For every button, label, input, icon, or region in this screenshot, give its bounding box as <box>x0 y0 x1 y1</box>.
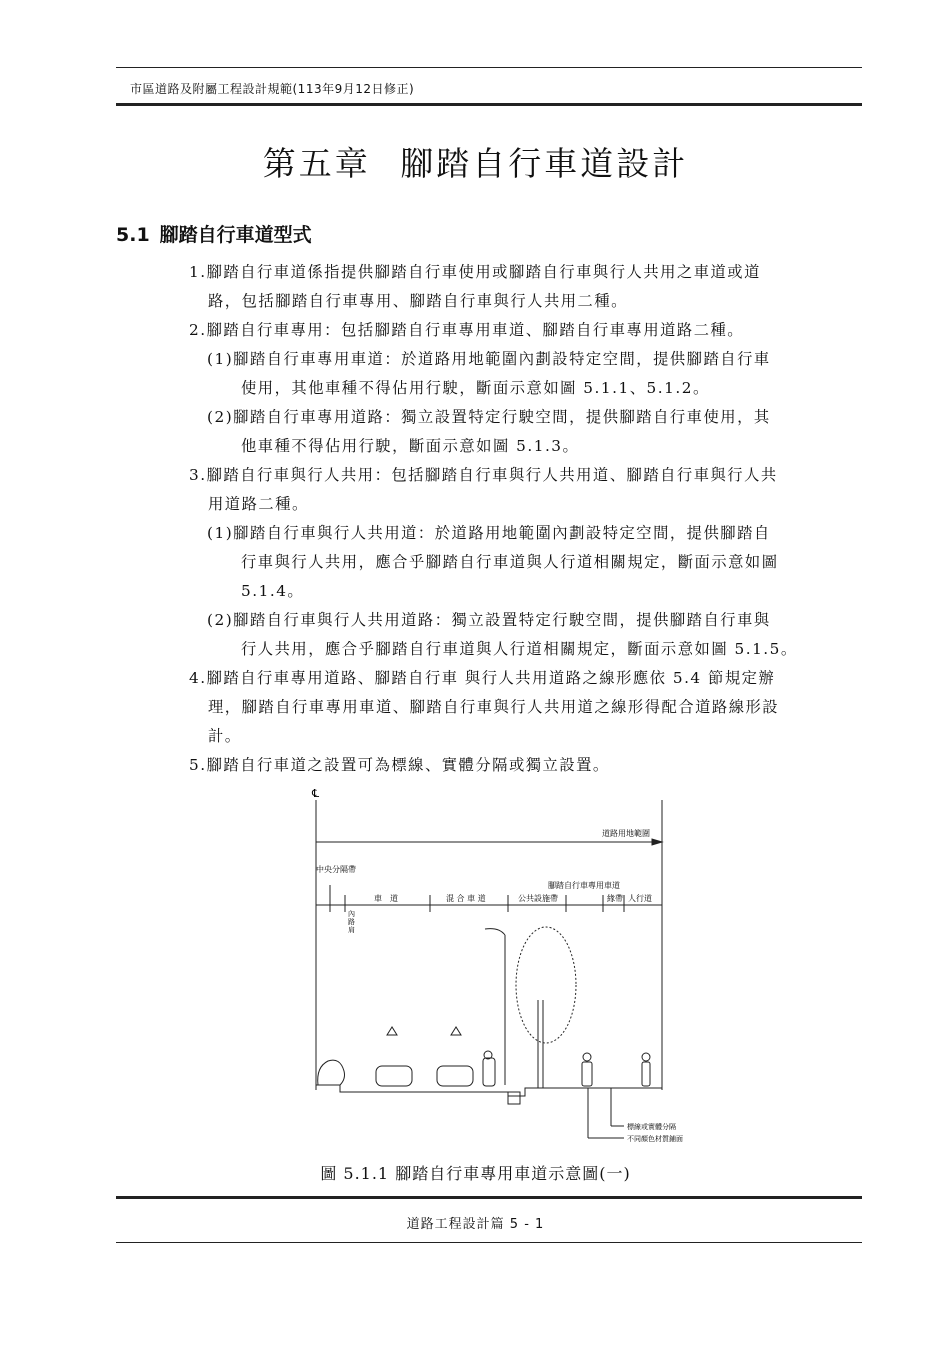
chapter-number: 第五章 <box>262 144 371 183</box>
label-marking: 標線或實體分隔 <box>627 1123 676 1131</box>
item-line: 理，腳踏自行車專用車道、腳踏自行車與行人共用道之線形得配合道路線形設 <box>208 698 780 716</box>
section-number: 5.1 <box>116 224 150 246</box>
label-sidewalk: 人行道 <box>628 894 652 903</box>
page-footer: 道路工程設計篇 5 - 1 <box>406 1217 545 1232</box>
label-shoulder: 內路肩 <box>348 910 355 934</box>
section-title: 腳踏自行車道型式 <box>159 224 312 246</box>
label-material: 不同顏色材質鋪面 <box>627 1135 683 1143</box>
label-row: 道路用地範圍 <box>602 829 650 838</box>
item-line: 他車種不得佔用行駛，斷面示意如圖 5.1.3。 <box>241 437 580 455</box>
item-line: 用道路二種。 <box>208 495 309 513</box>
item-line: 3.腳踏自行車與行人共用：包括腳踏自行車與行人共用道、腳踏自行車與行人共 <box>189 466 778 484</box>
item-line: 行車與行人共用，應合乎腳踏自行車道與人行道相關規定，斷面示意如圖 <box>241 553 779 571</box>
label-facility: 公共設施帶 <box>518 894 558 903</box>
label-median: 中央分隔帶 <box>316 865 356 874</box>
item-line: 5.腳踏自行車道之設置可為標線、實體分隔或獨立設置。 <box>189 756 610 774</box>
centerline-symbol: ℄ <box>312 787 320 800</box>
page-header: 市區道路及附屬工程設計規範(113年9月12日修正) <box>130 82 415 96</box>
item-line: (2)腳踏自行車專用道路：獨立設置特定行駛空間，提供腳踏自行車使用，其 <box>207 408 771 426</box>
label-mixed: 混 合 車 道 <box>446 894 486 903</box>
footer-bottom-rule <box>116 1242 862 1243</box>
item-line: 行人共用，應合乎腳踏自行車道與人行道相關規定，斷面示意如圖 5.1.5。 <box>241 640 798 658</box>
item-line: 2.腳踏自行車專用：包括腳踏自行車專用車道、腳踏自行車專用道路二種。 <box>189 321 745 339</box>
item-line: (1)腳踏自行車專用車道：於道路用地範圍內劃設特定空間，提供腳踏自行車 <box>207 350 771 368</box>
item-line: 使用，其他車種不得佔用行駛，斷面示意如圖 5.1.1、5.1.2。 <box>241 379 710 397</box>
item-line: 4.腳踏自行車專用道路、腳踏自行車 與行人共用道路之線形應依 5.4 節規定辦 <box>189 669 776 687</box>
item-line: 5.1.4。 <box>241 582 305 600</box>
item-line: (1)腳踏自行車與行人共用道：於道路用地範圍內劃設特定空間，提供腳踏自 <box>207 524 771 542</box>
item-line: 計。 <box>208 727 242 745</box>
item-line: (2)腳踏自行車與行人共用道路：獨立設置特定行駛空間，提供腳踏自行車與 <box>207 611 771 629</box>
item-line: 1.腳踏自行車道係指提供腳踏自行車使用或腳踏自行車與行人共用之車道或道 <box>189 263 761 281</box>
item-line: 路，包括腳踏自行車專用、腳踏自行車與行人共用二種。 <box>208 292 628 310</box>
label-lane: 車 道 <box>374 894 398 903</box>
figure-caption: 圖 5.1.1 腳踏自行車專用車道示意圖(一) <box>320 1164 631 1183</box>
footer-top-rule <box>116 1196 862 1199</box>
chapter-name: 腳踏自行車道設計 <box>400 144 689 183</box>
label-buffer: 緣帶 <box>607 894 623 903</box>
label-bike-lane: 腳踏自行車專用車道 <box>548 881 620 890</box>
